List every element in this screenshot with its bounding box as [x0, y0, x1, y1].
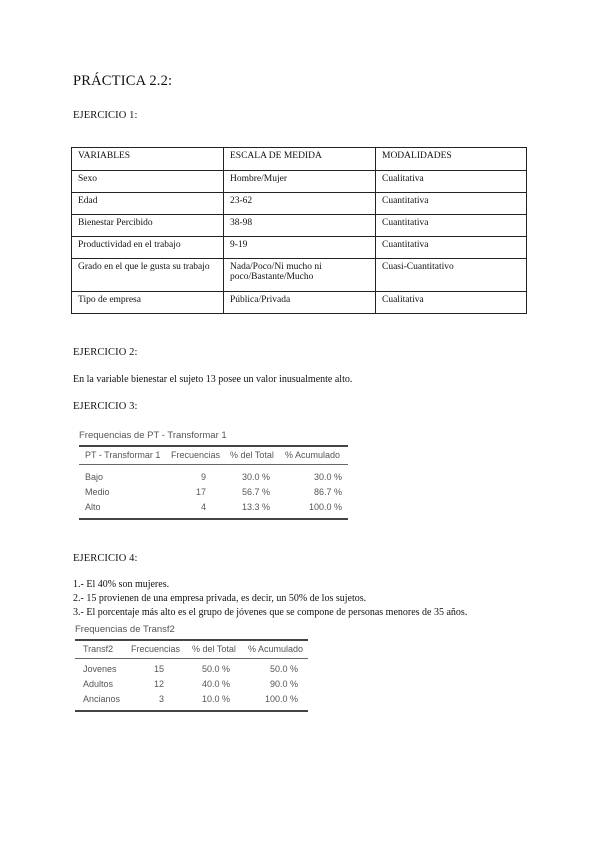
table-cell: Cuantitativa: [376, 237, 527, 259]
table-cell: Nada/Poco/Ni mucho ni poco/Bastante/Mucho: [224, 259, 376, 292]
table-row: [72, 259, 527, 292]
table-cell: Productividad en el trabajo: [72, 237, 224, 259]
table-row: [79, 484, 348, 500]
table-cell: Adultos: [83, 679, 114, 689]
table-cell: 50.0 %: [269, 664, 298, 674]
table-cell: 9: [200, 472, 206, 482]
table-cell: 10.0 %: [201, 694, 230, 704]
table-cell: Ancianos: [83, 694, 121, 704]
ejercicio-2-heading: EJERCICIO 2:: [73, 347, 138, 358]
table-cell: 90.0 %: [269, 679, 298, 689]
ejercicio-4-heading: EJERCICIO 4:: [73, 553, 138, 564]
table-bottom-rule: [79, 518, 348, 520]
table-cell: 100.0 %: [308, 502, 342, 512]
table-bottom-rule: [75, 710, 308, 712]
header-cell: % del Total: [230, 450, 274, 460]
table-cell: 38-98: [224, 215, 376, 237]
table-row: [72, 215, 527, 237]
table-cell: Bajo: [85, 472, 104, 482]
table-cell: 56.7 %: [241, 487, 270, 497]
table-cell: Jovenes: [83, 664, 117, 674]
table-cell: Cualitativa: [376, 292, 527, 314]
table-header-row: [75, 641, 308, 657]
header-cell: % Acumulado: [248, 644, 304, 654]
table-cell: 17: [195, 487, 206, 497]
ejercicio-2-answer: En la variable bienestar el sujeto 13 posee un valor inusualmente alto.: [73, 374, 353, 385]
table-cell: Cuantitativa: [376, 215, 527, 237]
table-row: [72, 237, 527, 259]
table-cell: 23-62: [224, 193, 376, 215]
header-cell: Frecuencias: [171, 450, 221, 460]
table-cell: Bienestar Percibido: [72, 215, 224, 237]
table-row: [72, 193, 527, 215]
table-cell: Cuantitativa: [376, 193, 527, 215]
table-row: [79, 469, 348, 485]
header-cell: % Acumulado: [285, 450, 341, 460]
table-header-rule: [79, 464, 348, 465]
ejercicio-4-line-3: 3.- El porcentaje más alto es el grupo de jóvenes que se compone de personas menores de 35 años.: [73, 607, 468, 618]
page-title: PRÁCTICA 2.2:: [73, 73, 173, 89]
table-cell: Grado en el que le gusta su trabajo: [72, 259, 224, 292]
table-cell: Pública/Privada: [224, 292, 376, 314]
ejercicio-1-heading: EJERCICIO 1:: [73, 110, 138, 121]
frequency-table-pt: [79, 447, 348, 517]
table-cell: 50.0 %: [201, 664, 230, 674]
table-cell: Medio: [85, 487, 110, 497]
ejercicio-4-line-1: 1.- El 40% son mujeres.: [73, 579, 170, 590]
table-cell: Sexo: [72, 171, 224, 193]
header-cell: ESCALA DE MEDIDA: [224, 148, 376, 171]
variables-table: [71, 147, 527, 314]
table-cell: 4: [200, 502, 206, 512]
header-cell: Frecuencias: [131, 644, 181, 654]
table-header-rule: [75, 658, 308, 659]
table-cell: Hombre/Mujer: [224, 171, 376, 193]
frequency-table-transf2: [75, 641, 308, 711]
table-cell: 15: [153, 664, 164, 674]
table-cell: Alto: [85, 502, 101, 512]
table-cell: 30.0 %: [313, 472, 342, 482]
table-row: [75, 691, 308, 707]
table-cell: 30.0 %: [241, 472, 270, 482]
table-cell: 9-19: [224, 237, 376, 259]
frequency-table-title: Frequencias de PT - Transformar 1: [79, 430, 227, 441]
table-cell: 12: [153, 679, 164, 689]
table-header-row: [72, 148, 527, 171]
table-row: [75, 661, 308, 677]
table-header-row: [79, 447, 348, 463]
header-cell: MODALIDADES: [376, 148, 527, 171]
table-row: [72, 292, 527, 314]
header-cell: Transf2: [83, 644, 114, 654]
table-row: [72, 171, 527, 193]
table-cell: 3: [158, 694, 164, 704]
header-cell: % del Total: [192, 644, 236, 654]
table-row: [75, 676, 308, 692]
table-cell: Cualitativa: [376, 171, 527, 193]
table-cell: 40.0 %: [201, 679, 230, 689]
header-cell: VARIABLES: [72, 148, 224, 171]
table-cell: Cuasi-Cuantitativo: [376, 259, 527, 292]
table-cell: 13.3 %: [241, 502, 270, 512]
frequency-table-title: Frequencias de Transf2: [75, 624, 175, 635]
ejercicio-3-heading: EJERCICIO 3:: [73, 401, 138, 412]
table-cell: Tipo de empresa: [72, 292, 224, 314]
table-row: [79, 499, 348, 515]
table-cell: 100.0 %: [264, 694, 298, 704]
table-cell: Edad: [72, 193, 224, 215]
header-cell: PT - Transformar 1: [85, 450, 161, 460]
ejercicio-4-line-2: 2.- 15 provienen de una empresa privada, es decir, un 50% de los sujetos.: [73, 593, 367, 604]
table-cell: 86.7 %: [313, 487, 342, 497]
